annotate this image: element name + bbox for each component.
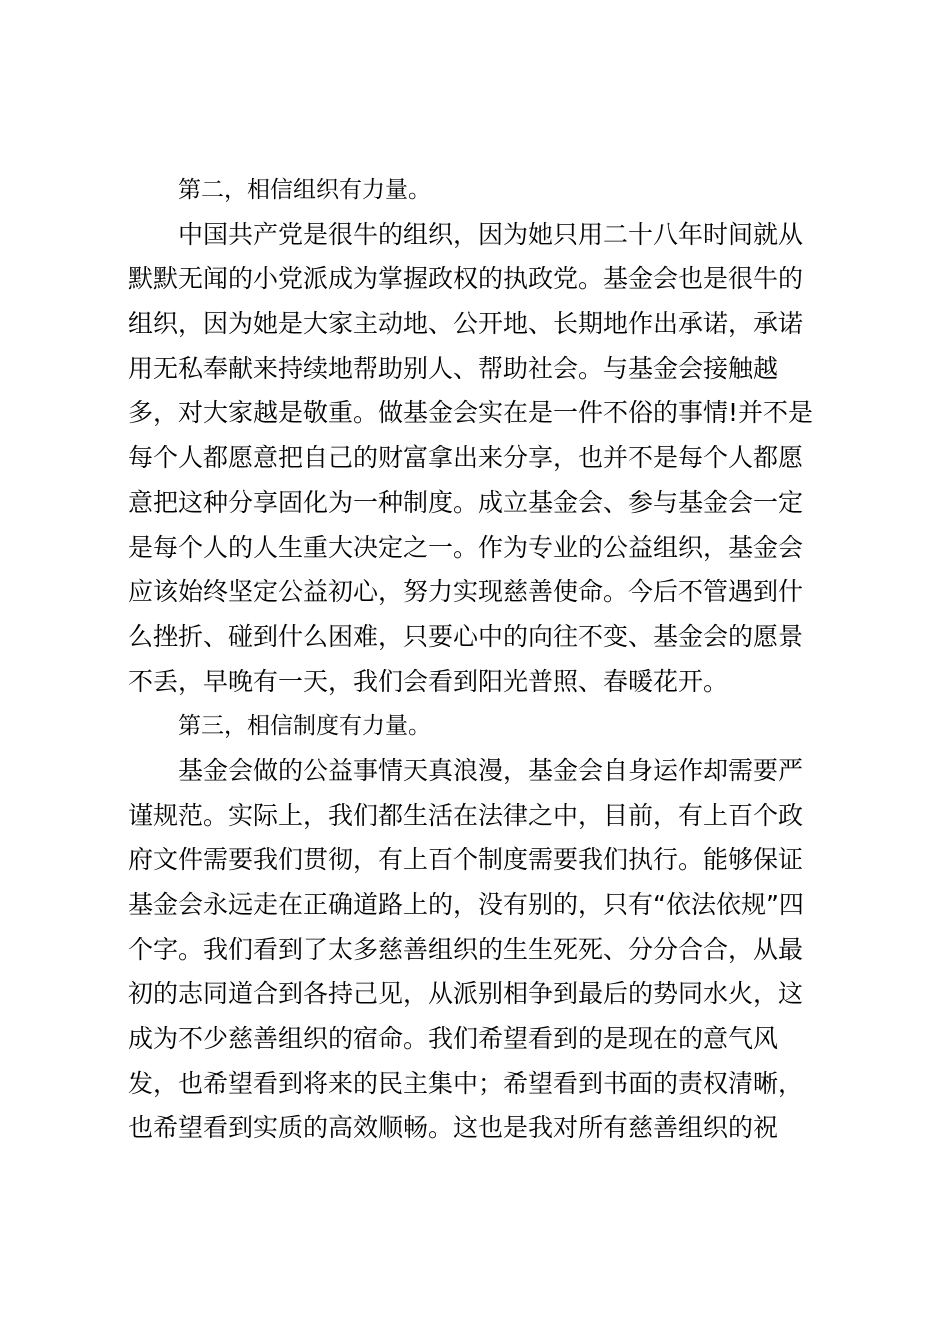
body-text-line: 中国共产党是很牛的组织，因为她只用二十八年时间就从 (178, 219, 804, 249)
body-text-line: 基金会永远走在正确道路上的，没有别的，只有“依法依规”四 (128, 890, 804, 919)
body-text-line: 基金会做的公益事情天真浪漫，基金会自身运作却需要严 (178, 755, 804, 785)
body-text-line: 也希望看到实质的高效顺畅。这也是我对所有慈善组织的祝 (128, 1113, 779, 1143)
document-body (128, 168, 828, 1151)
body-text-line: 意把这种分享固化为一种制度。成立基金会、参与基金会一定 (128, 487, 804, 517)
body-text-line: 默默无闻的小党派成为掌握政权的执政党。基金会也是很牛的 (128, 264, 804, 294)
body-text-line: 成为不少慈善组织的宿命。我们希望看到的是现在的意气风 (128, 1024, 779, 1054)
body-text-line: 谨规范。实际上，我们都生活在法律之中，目前，有上百个政 (128, 800, 804, 830)
body-text-line: 每个人都愿意把自己的财富拿出来分享，也并不是每个人都愿 (128, 443, 804, 473)
body-text-line: 组织，因为她是大家主动地、公开地、长期地作出承诺，承诺 (128, 309, 804, 339)
body-text-line: 不丢，早晚有一天，我们会看到阳光普照、春暖花开。 (128, 666, 729, 696)
body-text-line: 发，也希望看到将来的民主集中；希望看到书面的责权清晰， (128, 1068, 804, 1098)
body-text-line: 是每个人的人生重大决定之一。作为专业的公益组织，基金会 (128, 532, 804, 562)
body-text-line: 个字。我们看到了太多慈善组织的生生死死、分分合合，从最 (128, 934, 804, 964)
body-text-line: 府文件需要我们贯彻，有上百个制度需要我们执行。能够保证 (128, 845, 804, 875)
body-text-line: 用无私奉献来持续地帮助别人、帮助社会。与基金会接触越 (128, 353, 779, 383)
section-heading: 第三，相信制度有力量。 (178, 713, 431, 740)
section-heading: 第二，相信组织有力量。 (178, 177, 431, 203)
body-text-line: 多，对大家越是敬重。做基金会实在是一件不俗的事情!并不是 (128, 398, 814, 428)
body-text-line: 么挫折、碰到什么困难，只要心中的向往不变、基金会的愿景 (128, 621, 804, 651)
body-text-line: 初的志同道合到各持己见，从派别相争到最后的势同水火，这 (128, 979, 804, 1009)
body-text-line: 应该始终坚定公益初心，努力实现慈善使命。今后不管遇到什 (128, 577, 804, 607)
